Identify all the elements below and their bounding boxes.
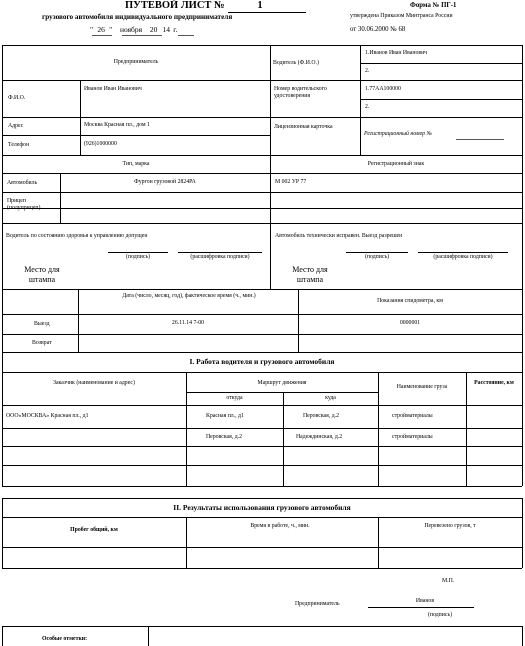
- customer-header: Заказчик (наименование и адрес): [53, 380, 135, 386]
- date-line: " 26 " ноября 20 14 г.: [90, 25, 178, 34]
- waybill-title: ПУТЕВОЙ ЛИСТ №: [125, 0, 225, 11]
- reg-no-label: Регистрационный номер №: [364, 131, 432, 137]
- date-time-header: Дата (число, месяц, год), фактическое время (ч., мин.): [122, 293, 256, 299]
- departure-label: Выезд: [34, 321, 50, 327]
- row1-customer: ООО«МОСКВА» Красная пл., д1: [6, 413, 89, 419]
- section-1-title: I. Работа водителя и грузового автомобиля: [189, 357, 335, 366]
- driver-sign-label: (подпись): [125, 254, 151, 260]
- address-value: Москва Красная пл., дом 1: [84, 122, 150, 128]
- row1-to: Перовская, д.2: [303, 413, 339, 419]
- driver-2: 2.: [365, 68, 370, 74]
- row2-from: Перовская, д.2: [206, 434, 242, 440]
- auto-type: Фургон грузовой 2824РА: [134, 179, 196, 185]
- row1-cargo: стройматериалы: [392, 413, 433, 419]
- route-header: Маршрут движения: [257, 380, 307, 386]
- address-label: Адрес: [8, 123, 24, 129]
- mp-label: М.П.: [442, 578, 455, 584]
- date-month: ноября: [119, 25, 143, 34]
- departure-value: 26.11.14 7-00: [171, 320, 205, 326]
- vehicle-type-header: Тип, марка: [122, 161, 150, 167]
- to-header: куда: [325, 395, 336, 401]
- entrepreneur-label: Предприниматель: [113, 59, 159, 65]
- date-year: 14: [162, 25, 170, 34]
- vehicle-reg-header: Регистрационный знак: [367, 161, 425, 167]
- trailer-label: Прицеп (полуприцеп): [7, 198, 41, 211]
- entrepreneur-sign-caption: (подпись): [427, 612, 453, 618]
- mechanic-sign-label: (подпись): [364, 254, 390, 260]
- driver-decode-label: (расшифровка подписи): [190, 254, 250, 260]
- work-time-header: Время в работе, ч., мин.: [250, 523, 310, 529]
- license-1: 1.77АА100000: [365, 86, 401, 92]
- distance-header: Расстояние, км: [474, 380, 514, 386]
- odometer-value: 0000001: [399, 320, 421, 326]
- driver-health-text: Водитель по состоянию здоровья к управлению допущен: [6, 233, 148, 239]
- auto-reg: М 002 УР 77: [275, 179, 307, 185]
- date-suffix: г.: [173, 25, 178, 34]
- row2-cargo: стройматериалы: [392, 434, 433, 440]
- driver-1: 1.Иванов Иван Иванович: [365, 50, 428, 56]
- license-2: 2.: [365, 104, 370, 110]
- entrepreneur-sign-label: Предприниматель: [295, 601, 340, 607]
- from-header: откуда: [226, 395, 243, 401]
- cargo-header: Наименование груза: [396, 384, 448, 390]
- auto-ok-text: Автомобиль технически исправен. Выезд разрешен: [275, 233, 403, 239]
- row1-from: Красная пл., д1: [206, 413, 244, 419]
- phone-value: (926)1000000: [84, 141, 117, 147]
- date-20: 20: [149, 25, 158, 34]
- form-approved: утверждена Приказом Минтранса России: [350, 13, 453, 19]
- waybill-subtitle: грузового автомобиля индивидуального предпринимателя: [42, 13, 233, 21]
- section-2-title: II. Результаты использования грузового автомобиля: [173, 503, 351, 512]
- cargo-transported-header: Перевезено грузов, т: [424, 523, 476, 529]
- waybill-number: 1: [257, 0, 263, 11]
- entrepreneur-name: Иванов: [415, 598, 435, 604]
- mileage-header: Пробег общий, км: [70, 527, 118, 533]
- row2-to: Надеждинская, д.2: [296, 434, 343, 440]
- fio-label: Ф.И.О.: [8, 95, 26, 101]
- stamp-place-left: Место для штампа: [24, 265, 60, 284]
- card-label: Лицензионная карточка: [274, 124, 333, 130]
- form-name: Форма № ПГ-1: [410, 2, 457, 9]
- license-label: Номер водительского удостоверения: [274, 86, 327, 99]
- return-label: Возврат: [32, 340, 52, 346]
- driver-label: Водитель (Ф.И.О.): [273, 60, 319, 66]
- auto-label: Автомобиль: [7, 180, 38, 186]
- fio-value: Иванов Иван Иванович: [84, 86, 142, 92]
- notes-label: Особые отметки:: [42, 636, 88, 642]
- stamp-place-right: Место для штампа: [292, 265, 328, 284]
- mechanic-decode-label: (расшифровка подписи): [433, 254, 493, 260]
- phone-label: Телефон: [8, 142, 30, 148]
- odometer-header: Показания спидометра, км: [377, 298, 443, 304]
- form-approved-date: от 30.06.2000 № 68: [350, 26, 406, 33]
- date-day: 26: [97, 25, 105, 34]
